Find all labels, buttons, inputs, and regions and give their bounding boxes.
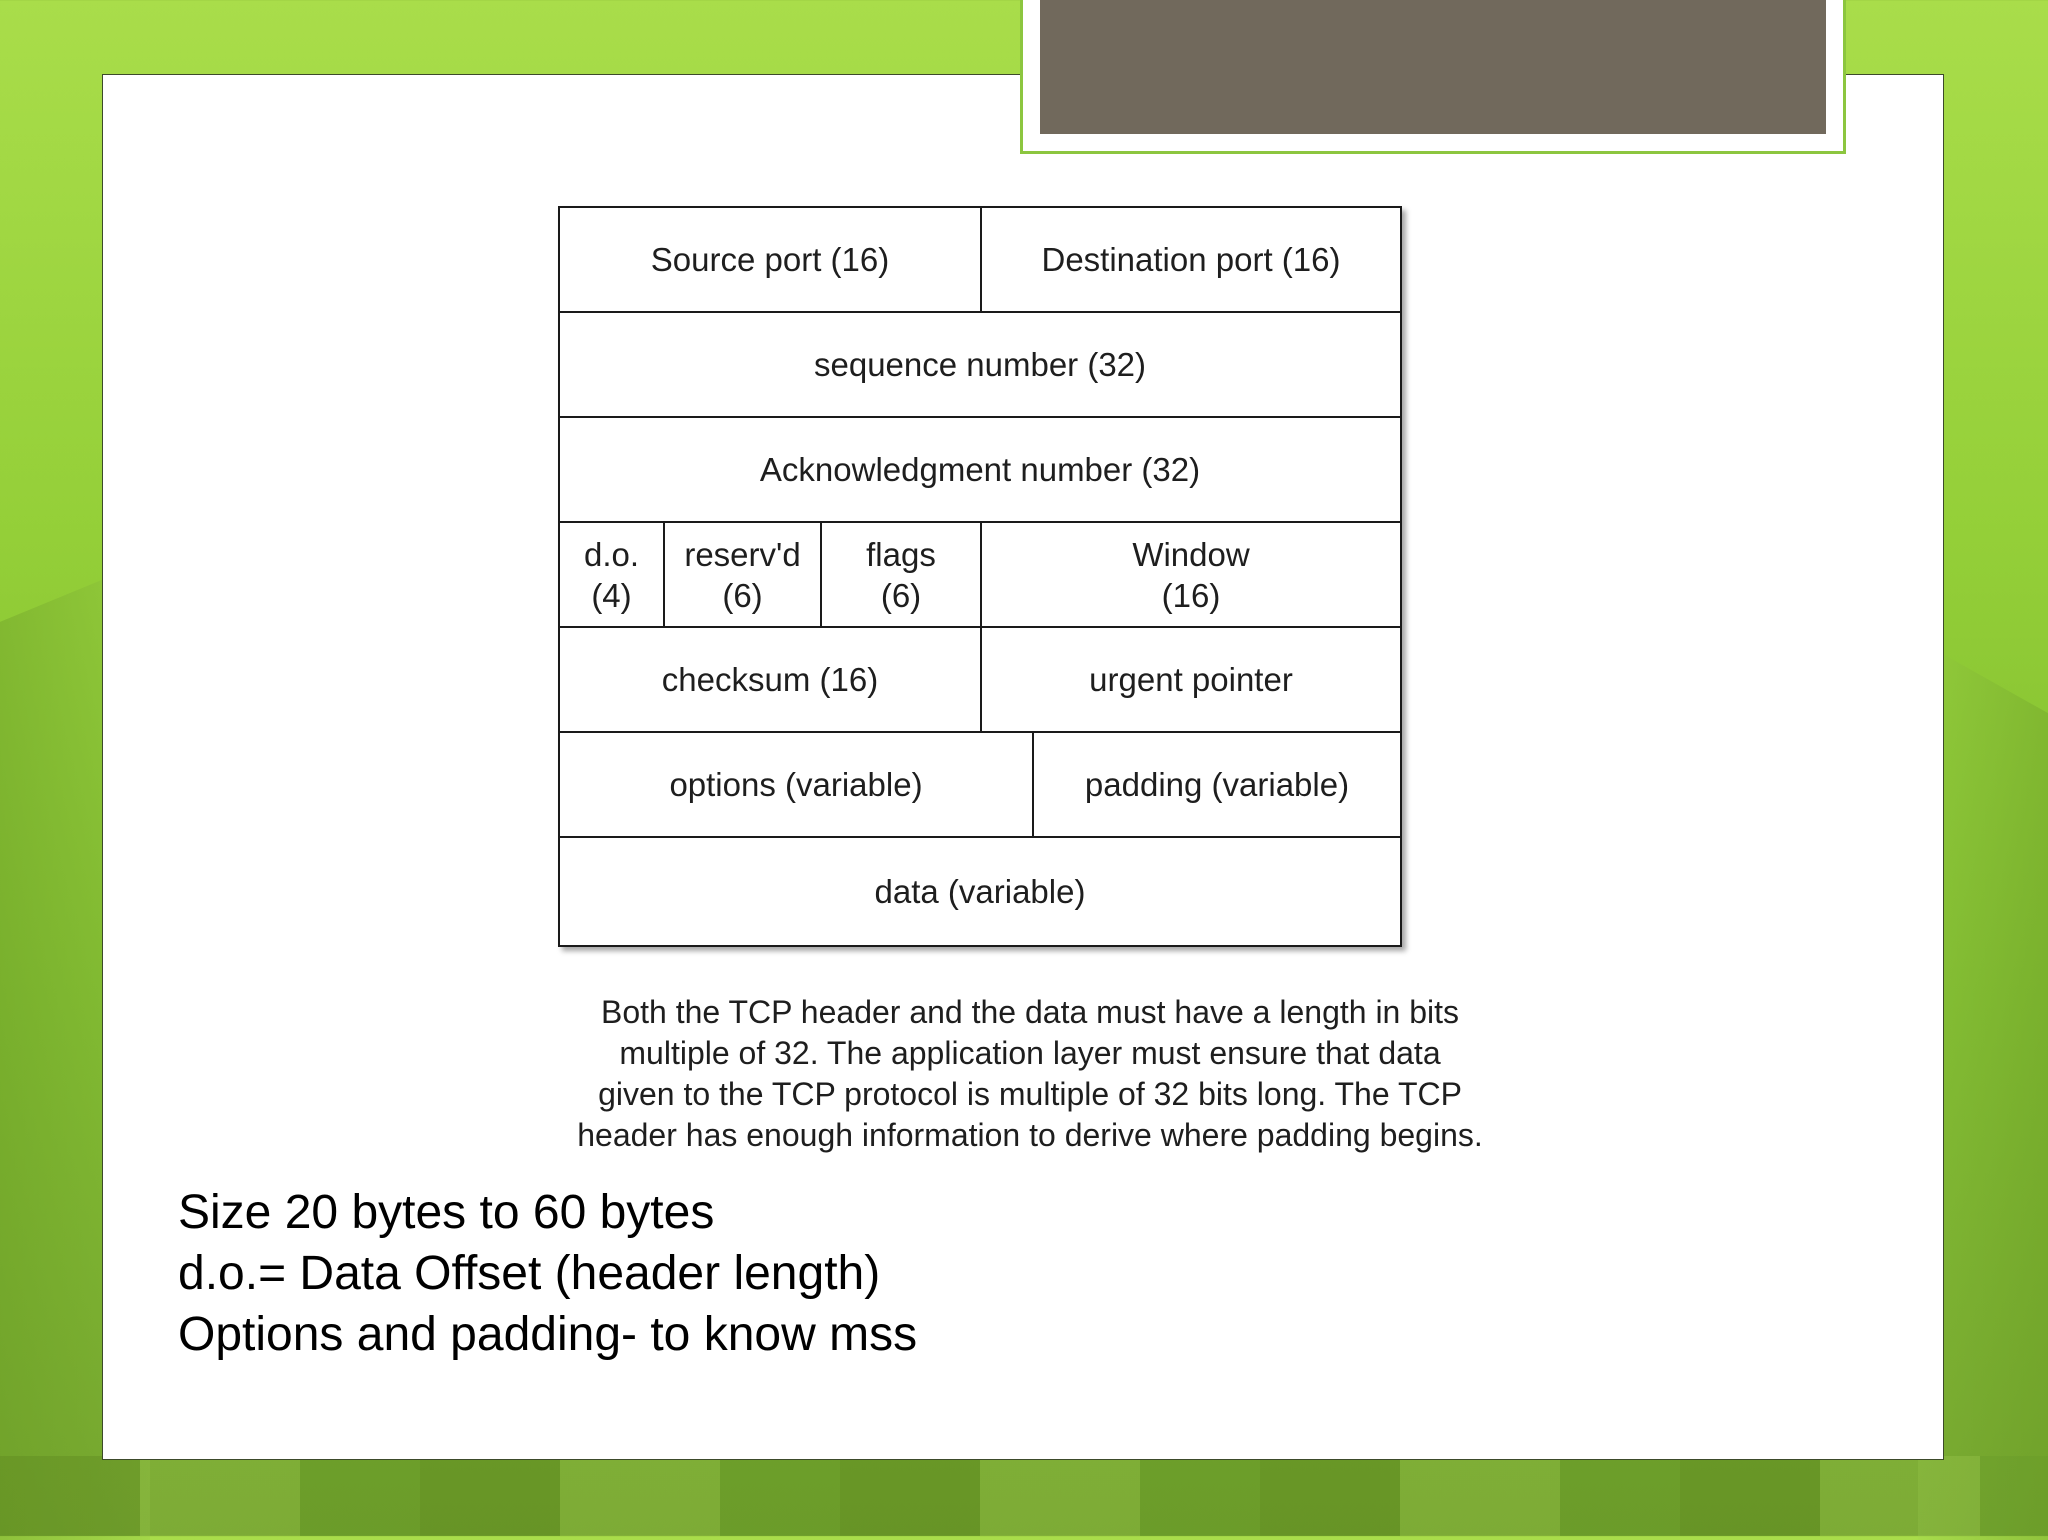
- window-cell: Window (16): [980, 521, 1402, 628]
- caption-line: header has enough information to derive where padding begins.: [577, 1117, 1483, 1153]
- destination-port-cell: Destination port (16): [980, 206, 1402, 313]
- urgent-pointer-cell: urgent pointer: [980, 626, 1402, 733]
- tcp-header-diagram: [558, 206, 1402, 947]
- background-stripes: [0, 1456, 2048, 1536]
- note-line: d.o.= Data Offset (header length): [178, 1247, 881, 1300]
- padding-cell: padding (variable): [1032, 731, 1402, 838]
- data-cell: data (variable): [558, 836, 1402, 947]
- note-line: Size 20 bytes to 60 bytes: [178, 1186, 715, 1239]
- reserved-cell: reserv'd (6): [663, 521, 822, 628]
- acknowledgment-number-cell: Acknowledgment number (32): [558, 416, 1402, 523]
- flags-cell: flags (6): [820, 521, 982, 628]
- sequence-number-cell: sequence number (32): [558, 311, 1402, 418]
- diagram-caption: [480, 992, 1580, 1156]
- title-box: [1040, 0, 1826, 134]
- caption-line: Both the TCP header and the data must have a length in bits: [600, 994, 1460, 1030]
- source-port-cell: Source port (16): [558, 206, 982, 313]
- slide-notes: [178, 1182, 917, 1365]
- caption-line: given to the TCP protocol is multiple of 32 bits long. The TCP: [598, 1076, 1462, 1112]
- caption-line: multiple of 32. The application layer must ensure that data: [619, 1035, 1441, 1071]
- data-offset-cell: d.o. (4): [558, 521, 665, 628]
- options-cell: options (variable): [558, 731, 1034, 838]
- checksum-cell: checksum (16): [558, 626, 982, 733]
- note-line: Options and padding- to know mss: [178, 1308, 918, 1361]
